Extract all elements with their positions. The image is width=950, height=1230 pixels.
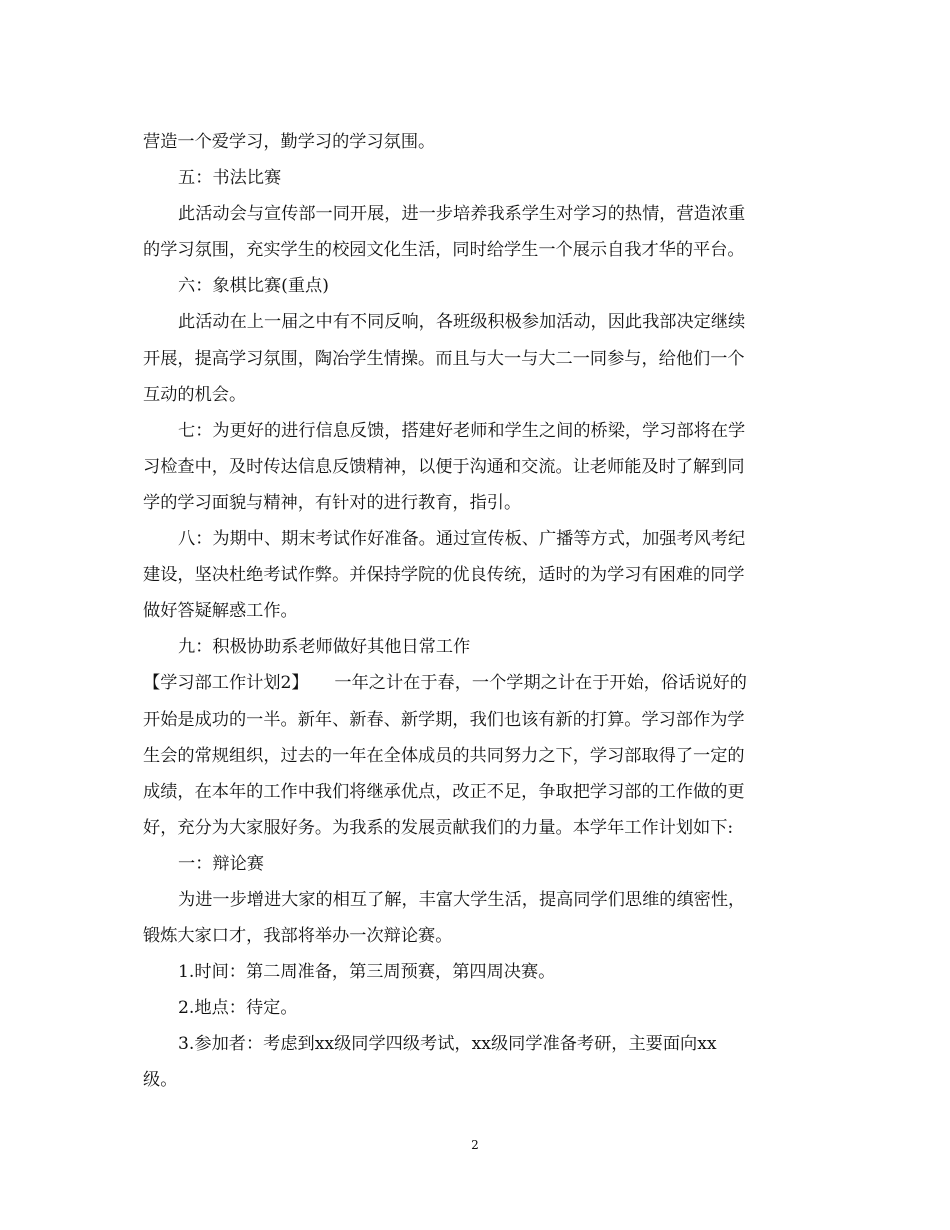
body-line: 生会的常规组织，过去的一年在全体成员的共同努力之下，学习部取得了一定的 <box>143 745 745 766</box>
body-line: 此活动会与宣传部一同开展，进一步培养我系学生对学习的热情，营造浓重 <box>178 204 746 225</box>
body-line: 成绩，在本年的工作中我们将继承优点，改正不足，争取把学习部的工作做的更 <box>143 781 745 802</box>
list-item-location: 2.地点：待定。 <box>178 998 298 1019</box>
body-line: 为进一步增进大家的相互了解，丰富大学生活，提高同学们思维的缜密性， <box>178 889 746 910</box>
section-heading-debate: 一：辩论赛 <box>178 853 264 874</box>
body-line: 互动的机会。 <box>143 384 247 405</box>
body-line: 开始是成功的一半。新年、新春、新学期，我们也该有新的打算。学习部作为学 <box>143 709 745 730</box>
body-line: 九：积极协助系老师做好其他日常工作 <box>178 637 471 658</box>
body-line: 学的学习面貌与精神，有针对的进行教育，指引。 <box>143 492 522 513</box>
body-line: 做好答疑解惑工作。 <box>143 601 298 622</box>
list-item-participants: 3.参加者：考虑到xx级同学四级考试，xx级同学准备考研，主要面向xx <box>178 1034 717 1055</box>
list-item-time: 1.时间：第二周准备，第三周预赛，第四周决赛。 <box>178 962 556 983</box>
section-heading-chess: 六：象棋比赛(重点) <box>178 276 329 297</box>
body-line: 级。 <box>143 1070 178 1091</box>
body-line: 的学习氛围，充实学生的校园文化生活，同时给学生一个展示自我才华的平台。 <box>143 240 745 261</box>
page-number: 2 <box>471 1138 479 1152</box>
body-line: 开展，提高学习氛围，陶冶学生情操。而且与大一与大二一同参与，给他们一个 <box>143 348 745 369</box>
body-line: 建设，坚决杜绝考试作弊。并保持学院的优良传统，适时的为学习有困难的同学 <box>143 565 745 586</box>
body-line: 七：为更好的进行信息反馈，搭建好老师和学生之间的桥梁，学习部将在学 <box>178 420 746 441</box>
section-heading-calligraphy: 五：书法比赛 <box>178 168 282 189</box>
body-line: 好，充分为大家服好务。为我系的发展贡献我们的力量。本学年工作计划如下: <box>143 817 734 838</box>
body-line: 营造一个爱学习，勤学习的学习氛围。 <box>143 132 436 152</box>
body-line: 八：为期中、期末考试作好准备。通过宣传板、广播等方式，加强考风考纪 <box>178 529 746 550</box>
plan-2-heading-line: 【学习部工作计划2】 一年之计在于春，一个学期之计在于开始，俗话说好的 <box>143 673 747 694</box>
body-line: 此活动在上一届之中有不同反响，各班级积极参加活动，因此我部决定继续 <box>178 312 746 333</box>
document-body <box>143 124 803 1099</box>
body-line: 习检查中，及时传达信息反馈精神，以便于沟通和交流。让老师能及时了解到同 <box>143 456 745 477</box>
body-line: 锻炼大家口才，我部将举办一次辩论赛。 <box>143 926 453 947</box>
